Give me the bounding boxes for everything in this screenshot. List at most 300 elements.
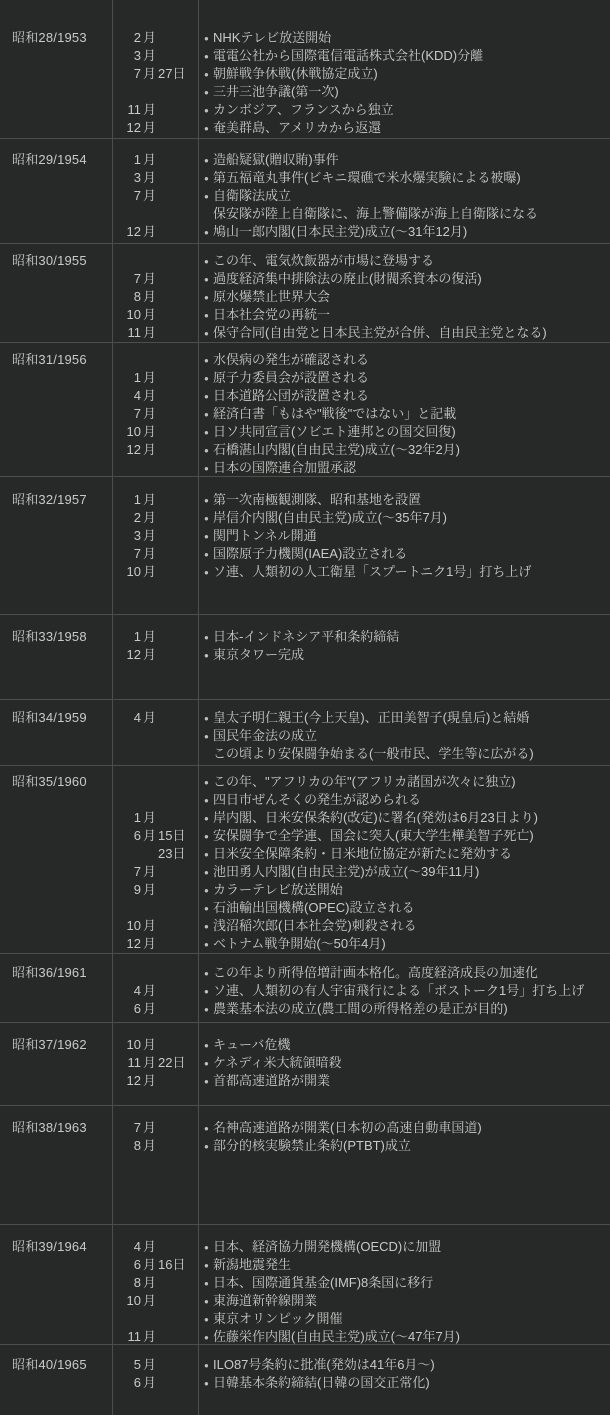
- event-line: [199, 169, 610, 187]
- month-unit: 月: [143, 442, 157, 457]
- bullet-icon: ●: [204, 70, 209, 79]
- month-number: 11: [127, 1055, 141, 1070]
- event-line: [199, 935, 610, 953]
- event-text: 原子力委員会が設置される: [213, 370, 370, 385]
- month-unit: 月: [143, 528, 157, 543]
- month-column: [113, 1106, 199, 1224]
- month-line: [113, 982, 198, 1000]
- events-column: [199, 1345, 610, 1415]
- month-line: [113, 881, 198, 899]
- month-number: 4: [133, 710, 141, 725]
- month-number: 3: [133, 528, 141, 543]
- month-number: 3: [133, 48, 141, 63]
- event-line: [199, 745, 610, 763]
- month-line: [113, 83, 198, 101]
- event-line: [199, 1036, 610, 1054]
- month-number: 10: [126, 424, 141, 439]
- year-label: 昭和37/1962: [12, 1037, 87, 1052]
- year-label: 昭和32/1957: [12, 492, 87, 507]
- month-number: 12: [126, 224, 141, 239]
- event-line: [199, 527, 610, 545]
- month-line: [113, 205, 198, 223]
- bullet-icon: ●: [204, 446, 209, 455]
- month-unit: 月: [143, 30, 157, 45]
- event-text: 第五福竜丸事件(ビキニ環礁で米水爆実験による被曝): [213, 170, 521, 185]
- month-number: 12: [126, 1073, 141, 1088]
- timeline-row: [0, 139, 610, 244]
- month-unit: 月: [143, 289, 157, 304]
- event-text: この年、"アフリカの年"(アフリカ諸国が次々に独立): [213, 774, 516, 789]
- bullet-icon: ●: [204, 257, 209, 266]
- month-number: 10: [126, 307, 141, 322]
- event-text: カンボジア、フランスから独立: [213, 102, 394, 117]
- month-number: 7: [133, 406, 141, 421]
- event-text: 経済白書「もはや"戦後"ではない」と記載: [213, 406, 457, 421]
- events-column: [199, 244, 610, 342]
- month-number: 6: [133, 828, 141, 843]
- bullet-icon: ●: [204, 1361, 209, 1370]
- year-cell: [0, 1345, 113, 1415]
- bullet-icon: ●: [204, 1142, 209, 1151]
- month-unit: 月: [143, 102, 157, 117]
- bullet-icon: ●: [204, 568, 209, 577]
- month-line: [113, 270, 198, 288]
- month-line: [113, 1000, 198, 1018]
- event-text: 日本、経済協力開発機構(OECD)に加盟: [213, 1239, 442, 1254]
- month-column: [113, 477, 199, 614]
- bullet-icon: ●: [204, 1005, 209, 1014]
- month-line: [113, 964, 198, 982]
- event-line: [199, 845, 610, 863]
- month-number: 4: [133, 388, 141, 403]
- year-label: 昭和35/1960: [12, 774, 87, 789]
- month-line: [113, 252, 198, 270]
- timeline-row: [0, 615, 610, 700]
- event-text: 日本社会党の再統一: [213, 307, 331, 322]
- bullet-icon: ●: [204, 1315, 209, 1324]
- month-line: [113, 709, 198, 727]
- month-line: [113, 745, 198, 763]
- month-line: [113, 1374, 198, 1392]
- month-unit: 月: [143, 1375, 157, 1390]
- year-label: 昭和30/1955: [12, 253, 87, 268]
- bullet-icon: ●: [204, 192, 209, 201]
- month-line: [113, 288, 198, 306]
- month-line: [113, 151, 198, 169]
- month-column: [113, 244, 199, 342]
- month-unit: 月: [143, 882, 157, 897]
- timeline-row: [0, 0, 610, 139]
- year-cell: [0, 615, 113, 699]
- month-line: [113, 459, 198, 476]
- bullet-icon: ●: [204, 987, 209, 996]
- month-line: [113, 935, 198, 953]
- year-cell: [0, 700, 113, 765]
- event-text: ソ連、人類初の有人宇宙飛行による「ボストーク1号」打ち上げ: [213, 983, 585, 998]
- bullet-icon: ●: [204, 514, 209, 523]
- year-cell: [0, 766, 113, 953]
- events-column: [199, 343, 610, 476]
- month-line: [113, 101, 198, 119]
- event-text: 石油輸出国機構(OPEC)設立される: [213, 900, 415, 915]
- event-text: 日米安全保障条約・日米地位協定が新たに発効する: [213, 846, 513, 861]
- month-number: 6: [133, 1375, 141, 1390]
- event-text: キューバ危機: [213, 1037, 291, 1052]
- timeline-row: [0, 1345, 610, 1415]
- year-label: 昭和31/1956: [12, 352, 87, 367]
- month-number: 1: [133, 152, 141, 167]
- month-number: 1: [133, 810, 141, 825]
- month-unit: 月: [143, 629, 157, 644]
- event-line: [199, 1310, 610, 1328]
- timeline-row: [0, 766, 610, 954]
- month-number: 10: [126, 1037, 141, 1052]
- bullet-icon: ●: [204, 940, 209, 949]
- month-line: [113, 1256, 198, 1274]
- month-unit: 月: [143, 370, 157, 385]
- event-text: 日本の国際連合加盟承認: [213, 460, 357, 475]
- event-line: [199, 351, 610, 369]
- event-line: [199, 387, 610, 405]
- bullet-icon: ●: [204, 174, 209, 183]
- bullet-icon: ●: [204, 868, 209, 877]
- month-number: 11: [127, 102, 141, 117]
- event-text: 過度経済集中排除法の廃止(財閥系資本の復活): [213, 271, 482, 286]
- timeline-row: [0, 954, 610, 1023]
- bullet-icon: ●: [204, 329, 209, 338]
- bullet-icon: ●: [204, 410, 209, 419]
- month-line: [113, 1238, 198, 1256]
- bullet-icon: ●: [204, 156, 209, 165]
- event-line: [199, 773, 610, 791]
- event-line: [199, 423, 610, 441]
- month-number: 7: [133, 188, 141, 203]
- bullet-icon: ●: [204, 550, 209, 559]
- month-unit: 月: [143, 936, 157, 951]
- bullet-icon: ●: [204, 1243, 209, 1252]
- bullet-icon: ●: [204, 886, 209, 895]
- month-unit: 月: [143, 188, 157, 203]
- event-line: [199, 509, 610, 527]
- month-line: [113, 1036, 198, 1054]
- month-number: 7: [133, 546, 141, 561]
- timeline-row: [0, 477, 610, 615]
- event-text: この頃より安保闘争始まる(一般市民、学生等に広がる): [213, 746, 534, 761]
- event-text: 浅沼稲次郎(日本社会党)刺殺される: [213, 918, 417, 933]
- month-number: 12: [126, 647, 141, 662]
- year-label: 昭和28/1953: [12, 30, 87, 45]
- month-unit: 月: [143, 66, 157, 81]
- month-line: [113, 1328, 198, 1344]
- bullet-icon: ●: [204, 464, 209, 473]
- year-cell: [0, 244, 113, 342]
- event-text: 鳩山一郎内閣(日本民主党)成立(～31年12月): [213, 224, 468, 239]
- events-column: [199, 1106, 610, 1224]
- event-line: [199, 83, 610, 101]
- month-line: [113, 727, 198, 745]
- event-line: [199, 119, 610, 137]
- event-text: 水俣病の発生が確認される: [213, 352, 370, 367]
- events-column: [199, 1023, 610, 1105]
- event-line: [199, 288, 610, 306]
- month-number: 7: [133, 271, 141, 286]
- month-unit: 月: [143, 271, 157, 286]
- bullet-icon: ●: [204, 88, 209, 97]
- year-cell: [0, 477, 113, 614]
- year-cell: [0, 139, 113, 243]
- month-number: 10: [126, 564, 141, 579]
- event-text: 皇太子明仁親王(今上天皇)、正田美智子(現皇后)と結婚: [213, 710, 530, 725]
- event-line: [199, 1054, 610, 1072]
- event-line: [199, 1328, 610, 1344]
- month-unit: 月: [143, 120, 157, 135]
- day-label: 16日: [158, 1257, 186, 1272]
- bullet-icon: ●: [204, 532, 209, 541]
- event-text: 日本道路公団が設置される: [213, 388, 370, 403]
- event-line: [199, 709, 610, 727]
- month-line: [113, 387, 198, 405]
- month-number: 2: [133, 30, 141, 45]
- month-line: [113, 827, 198, 845]
- month-line: [113, 491, 198, 509]
- year-label: 昭和38/1963: [12, 1120, 87, 1135]
- event-text: 石橋湛山内閣(自由民主党)成立(～32年2月): [213, 442, 461, 457]
- event-line: [199, 441, 610, 459]
- bullet-icon: ●: [204, 1041, 209, 1050]
- month-line: [113, 1292, 198, 1310]
- event-text: この年より所得倍増計画本格化。高度経済成長の加速化: [213, 965, 539, 980]
- event-line: [199, 1256, 610, 1274]
- event-text: 朝鮮戦争休戦(休戦協定成立): [213, 66, 378, 81]
- month-number: 5: [133, 1357, 141, 1372]
- event-line: [199, 459, 610, 476]
- month-unit: 月: [143, 325, 157, 340]
- month-unit: 月: [143, 48, 157, 63]
- month-line: [113, 863, 198, 881]
- event-line: [199, 205, 610, 223]
- year-cell: [0, 0, 113, 138]
- day-label: 22日: [158, 1055, 186, 1070]
- month-line: [113, 545, 198, 563]
- bullet-icon: ●: [204, 228, 209, 237]
- month-line: [113, 223, 198, 241]
- event-text: 新潟地震発生: [213, 1257, 292, 1272]
- event-text: 奄美群島、アメリカから返還: [213, 120, 382, 135]
- month-line: [113, 65, 198, 83]
- event-line: [199, 1137, 610, 1155]
- month-line: [113, 917, 198, 935]
- event-line: [199, 491, 610, 509]
- bullet-icon: ●: [204, 633, 209, 642]
- event-line: [199, 405, 610, 423]
- year-cell: [0, 1106, 113, 1224]
- month-line: [113, 845, 198, 863]
- bullet-icon: ●: [204, 732, 209, 741]
- month-unit: 月: [143, 307, 157, 322]
- bullet-icon: ●: [204, 374, 209, 383]
- bullet-icon: ●: [204, 311, 209, 320]
- event-text: 国民年金法の成立: [213, 728, 318, 743]
- month-number: 12: [126, 936, 141, 951]
- bullet-icon: ●: [204, 1261, 209, 1270]
- month-number: 6: [133, 1257, 141, 1272]
- bullet-icon: ●: [204, 1124, 209, 1133]
- event-text: 首都高速道路が開業: [213, 1073, 331, 1088]
- month-number: 8: [133, 1138, 141, 1153]
- month-line: [113, 646, 198, 664]
- event-text: 国際原子力機関(IAEA)設立される: [213, 546, 408, 561]
- month-unit: 月: [143, 1239, 157, 1254]
- event-line: [199, 65, 610, 83]
- event-text: 佐藤栄作内閣(自由民主党)成立(～47年7月): [213, 1329, 461, 1344]
- event-line: [199, 29, 610, 47]
- month-column: [113, 954, 199, 1022]
- day-label: 15日: [158, 828, 186, 843]
- event-text: 保守合同(自由党と日本民主党が合併、自由民主党となる): [213, 325, 547, 340]
- event-text: 保安隊が陸上自衛隊に、海上警備隊が海上自衛隊になる: [213, 206, 539, 221]
- month-number: 4: [133, 1239, 141, 1254]
- event-text: ベトナム戦争開始(～50年4月): [213, 936, 386, 951]
- year-cell: [0, 1023, 113, 1105]
- timeline-row: [0, 1225, 610, 1345]
- event-line: [199, 563, 610, 581]
- bullet-icon: ●: [204, 428, 209, 437]
- bullet-icon: ●: [204, 850, 209, 859]
- month-unit: 月: [143, 424, 157, 439]
- event-line: [199, 1238, 610, 1256]
- month-number: 9: [133, 882, 141, 897]
- month-number: 11: [127, 325, 141, 340]
- timeline-row: [0, 343, 610, 477]
- month-line: [113, 441, 198, 459]
- month-unit: 月: [143, 1138, 157, 1153]
- month-unit: 月: [143, 492, 157, 507]
- month-number: 11: [127, 1329, 141, 1344]
- month-line: [113, 809, 198, 827]
- event-text: カラーテレビ放送開始: [213, 882, 343, 897]
- bullet-icon: ●: [204, 1297, 209, 1306]
- event-text: NHKテレビ放送開始: [213, 30, 332, 45]
- event-text: 電電公社から国際電信電話株式会社(KDD)分離: [213, 48, 484, 63]
- month-column: [113, 0, 199, 138]
- month-line: [113, 1274, 198, 1292]
- event-text: 第一次南極観測隊、昭和基地を設置: [213, 492, 422, 507]
- bullet-icon: ●: [204, 1279, 209, 1288]
- month-line: [113, 1310, 198, 1328]
- year-label: 昭和36/1961: [12, 965, 87, 980]
- year-label: 昭和33/1958: [12, 629, 87, 644]
- month-line: [113, 1137, 198, 1155]
- month-unit: 月: [143, 864, 157, 879]
- month-number: 1: [133, 492, 141, 507]
- event-line: [199, 47, 610, 65]
- month-line: [113, 1054, 198, 1072]
- event-text: 岸内閣、日米安保条約(改定)に署名(発効は6月23日より): [213, 810, 539, 825]
- event-line: [199, 101, 610, 119]
- event-line: [199, 545, 610, 563]
- month-line: [113, 423, 198, 441]
- day-label: 23日: [158, 846, 186, 861]
- bullet-icon: ●: [204, 496, 209, 505]
- event-line: [199, 899, 610, 917]
- timeline-row: [0, 1023, 610, 1106]
- month-number: 12: [126, 120, 141, 135]
- timeline-row: [0, 244, 610, 343]
- events-column: [199, 0, 610, 138]
- event-text: 部分的核実験禁止条約(PTBT)成立: [213, 1138, 411, 1153]
- month-column: [113, 1345, 199, 1415]
- event-text: 農業基本法の成立(農工間の所得格差の是正が目的): [213, 1001, 508, 1016]
- month-unit: 月: [143, 1257, 157, 1272]
- bullet-icon: ●: [204, 714, 209, 723]
- month-number: 3: [133, 170, 141, 185]
- event-text: 造船疑獄(贈収賄)事件: [213, 152, 339, 167]
- bullet-icon: ●: [204, 922, 209, 931]
- month-unit: 月: [143, 983, 157, 998]
- event-line: [199, 223, 610, 241]
- month-column: [113, 615, 199, 699]
- event-line: [199, 1274, 610, 1292]
- event-line: [199, 252, 610, 270]
- month-number: 4: [133, 983, 141, 998]
- bullet-icon: ●: [204, 275, 209, 284]
- month-unit: 月: [143, 546, 157, 561]
- month-line: [113, 187, 198, 205]
- event-text: 池田勇人内閣(自由民主党)が成立(～39年11月): [213, 864, 480, 879]
- bullet-icon: ●: [204, 1379, 209, 1388]
- timeline-row: [0, 700, 610, 766]
- bullet-icon: ●: [204, 293, 209, 302]
- event-text: 名神高速道路が開業(日本初の高速自動車国道): [213, 1120, 482, 1135]
- bullet-icon: ●: [204, 651, 209, 660]
- month-unit: 月: [143, 406, 157, 421]
- bullet-icon: ●: [204, 124, 209, 133]
- month-unit: 月: [143, 1055, 157, 1070]
- month-unit: 月: [143, 918, 157, 933]
- year-cell: [0, 954, 113, 1022]
- event-line: [199, 964, 610, 982]
- event-text: 日本-インドネシア平和条約締結: [213, 629, 400, 644]
- event-line: [199, 306, 610, 324]
- event-line: [199, 1119, 610, 1137]
- event-line: [199, 827, 610, 845]
- month-unit: 月: [143, 1037, 157, 1052]
- event-text: 日本、国際通貨基金(IMF)8条国に移行: [213, 1275, 434, 1290]
- event-text: この年、電気炊飯器が市場に登場する: [213, 253, 435, 268]
- month-number: 8: [133, 1275, 141, 1290]
- events-column: [199, 766, 610, 953]
- event-line: [199, 646, 610, 664]
- bullet-icon: ●: [204, 1333, 209, 1342]
- year-label: 昭和29/1954: [12, 152, 87, 167]
- event-line: [199, 727, 610, 745]
- bullet-icon: ●: [204, 52, 209, 61]
- year-label: 昭和39/1964: [12, 1239, 87, 1254]
- event-text: 東京タワー完成: [213, 647, 305, 662]
- event-text: 原水爆禁止世界大会: [213, 289, 331, 304]
- event-line: [199, 324, 610, 342]
- month-line: [113, 324, 198, 342]
- month-number: 12: [126, 442, 141, 457]
- event-line: [199, 1356, 610, 1374]
- month-unit: 月: [143, 1001, 157, 1016]
- month-line: [113, 1356, 198, 1374]
- bullet-icon: ●: [204, 1059, 209, 1068]
- bullet-icon: ●: [204, 904, 209, 913]
- month-number: 7: [133, 1120, 141, 1135]
- event-text: 東京オリンピック開催: [213, 1311, 343, 1326]
- events-column: [199, 477, 610, 614]
